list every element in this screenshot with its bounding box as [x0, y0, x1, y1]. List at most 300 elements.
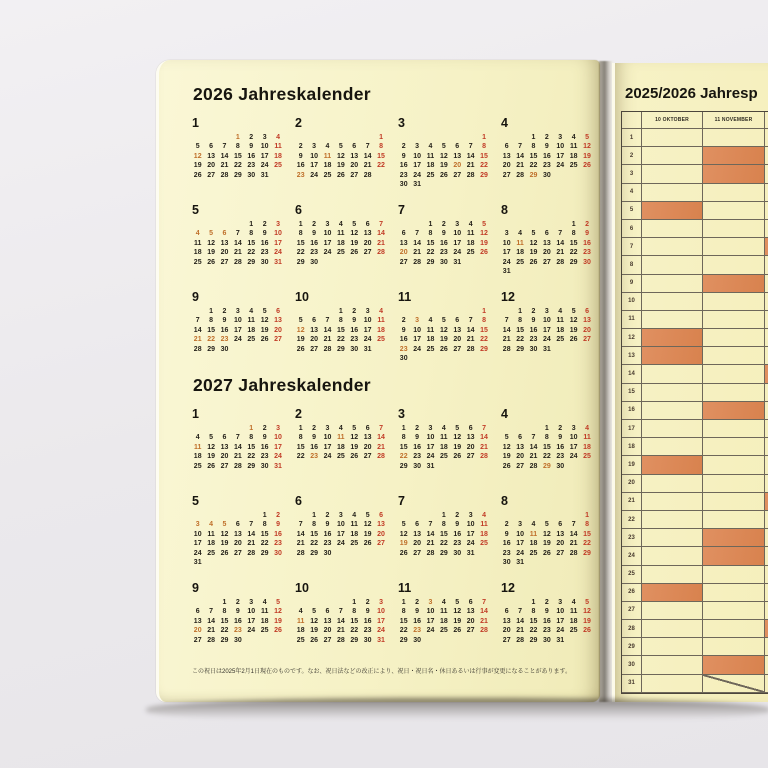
day-cell: 4	[531, 521, 536, 529]
day-cell: 18	[439, 617, 448, 625]
day-cell: 27	[502, 171, 511, 179]
day-cell: 6	[401, 230, 406, 238]
day-cell: 8	[531, 143, 536, 151]
day-cell: 21	[569, 540, 578, 548]
day-cell: 19	[274, 617, 282, 625]
day-cell: 19	[207, 249, 215, 257]
day-cell: 21	[323, 336, 332, 344]
planner-day-cell-crossed	[703, 675, 765, 693]
day-cell: 4	[209, 521, 214, 529]
day-cell: 28	[569, 549, 578, 557]
month-number: 11	[398, 581, 412, 595]
day-cell: 1	[352, 599, 357, 606]
day-cell: 20	[466, 617, 475, 625]
day-cell: 18	[516, 249, 524, 257]
day-cell: 17	[516, 540, 524, 548]
day-cell: 6	[415, 521, 420, 529]
day-cell: 13	[502, 617, 511, 625]
page-gutter	[599, 61, 613, 702]
day-cell: 21	[233, 249, 242, 257]
day-cell: 4	[325, 143, 330, 151]
day-cell: 2	[455, 512, 460, 519]
day-cell: 10	[260, 143, 269, 151]
day-cell: 25	[439, 627, 448, 635]
day-cell: 25	[439, 453, 448, 461]
day-cell: 22	[220, 627, 229, 635]
day-cell: 24	[516, 549, 524, 557]
day-cell: 19	[296, 336, 305, 344]
day-cell: 2	[531, 308, 536, 315]
day-cell: 22	[377, 162, 385, 170]
day-cell: 23	[542, 162, 551, 170]
day-cell: 13	[583, 317, 591, 325]
day-cell: 6	[312, 317, 317, 325]
day-cell: 29	[399, 636, 408, 644]
day-cell: 22	[247, 249, 256, 257]
day-cell-blank	[231, 511, 244, 520]
day-cell: 30	[323, 549, 332, 557]
day-cell: 23	[413, 627, 421, 635]
day-cell: 2	[504, 521, 509, 529]
day-cell: 3	[276, 425, 280, 432]
day-cell: 16	[556, 443, 565, 451]
day-cell: 28	[207, 636, 215, 644]
month-block	[294, 582, 390, 657]
day-cell: 12	[220, 530, 229, 538]
day-cell: 23	[310, 249, 318, 257]
month-number: 3	[398, 116, 405, 130]
day-cell: 28	[363, 171, 372, 179]
day-cell-blank	[451, 133, 464, 142]
day-cell: 27	[583, 336, 591, 344]
month-number: 1	[192, 407, 199, 421]
day-cell-blank	[410, 220, 423, 229]
day-cell: 20	[502, 162, 511, 170]
day-cell: 30	[413, 636, 421, 644]
day-cell: 25	[480, 540, 488, 548]
month-block	[294, 495, 390, 570]
planner-day-cell	[642, 675, 703, 693]
day-cell: 11	[426, 152, 435, 160]
day-cell: 12	[350, 434, 359, 442]
month-days	[397, 511, 493, 558]
day-cell: 13	[453, 326, 462, 334]
day-cell: 15	[233, 152, 242, 160]
day-cell: 3	[365, 308, 370, 315]
day-cell: 31	[260, 171, 269, 179]
day-cell: 15	[480, 152, 488, 160]
day-cell: 13	[466, 434, 475, 442]
day-cell: 9	[415, 608, 420, 616]
day-cell: 25	[426, 171, 435, 179]
row-number: 31	[622, 675, 642, 693]
day-cell: 14	[296, 530, 305, 538]
day-cell: 15	[439, 530, 448, 538]
day-cell: 24	[377, 627, 385, 635]
day-cell: 31	[502, 267, 511, 275]
day-cell: 4	[352, 512, 357, 519]
day-cell: 27	[399, 258, 408, 266]
day-cell: 11	[569, 143, 578, 151]
day-cell: 15	[569, 239, 578, 247]
day-cell: 19	[207, 453, 215, 461]
day-cell: 23	[274, 540, 282, 548]
day-cell-blank	[513, 424, 526, 433]
month-days	[500, 307, 596, 354]
day-cell: 24	[569, 453, 578, 461]
day-cell: 17	[556, 152, 565, 160]
day-cell: 10	[413, 326, 421, 334]
day-cell: 16	[323, 530, 332, 538]
day-cell: 2	[325, 512, 330, 519]
day-cell: 30	[363, 636, 372, 644]
month-number: 8	[501, 203, 508, 217]
day-cell: 15	[542, 443, 551, 451]
day-cell: 11	[337, 230, 345, 238]
day-cell: 16	[233, 617, 242, 625]
day-cell: 31	[274, 258, 282, 266]
day-cell: 28	[466, 171, 475, 179]
day-cell: 27	[377, 540, 385, 548]
row-number: 6	[622, 220, 642, 238]
day-cell: 21	[247, 540, 256, 548]
day-cell: 20	[516, 453, 524, 461]
day-cell: 7	[379, 221, 383, 228]
month-number: 5	[192, 494, 199, 508]
day-cell-blank	[307, 307, 320, 316]
month-days	[191, 511, 287, 567]
day-cell: 29	[480, 171, 488, 179]
day-cell: 27	[556, 549, 565, 557]
day-cell: 11	[207, 530, 215, 538]
day-cell: 18	[583, 443, 591, 451]
day-cell: 30	[260, 462, 269, 470]
day-cell: 17	[260, 152, 269, 160]
day-cell: 15	[220, 617, 229, 625]
day-cell: 12	[207, 443, 215, 451]
day-cell: 7	[235, 230, 240, 238]
day-cell: 20	[413, 540, 421, 548]
day-cell: 17	[426, 617, 435, 625]
day-cell: 17	[323, 443, 332, 451]
day-cell: 23	[439, 249, 448, 257]
day-cell: 29	[529, 636, 538, 644]
month-block	[294, 408, 390, 483]
planner-day-cell	[642, 493, 703, 511]
day-cell-blank	[294, 133, 307, 142]
day-cell: 28	[556, 258, 565, 266]
day-cell: 31	[466, 549, 475, 557]
month-days	[500, 133, 596, 180]
day-cell: 6	[352, 143, 357, 151]
day-cell: 9	[235, 608, 240, 616]
day-cell: 6	[504, 608, 509, 616]
day-cell: 16	[529, 326, 538, 334]
day-cell: 1	[441, 512, 446, 519]
day-cell: 15	[516, 326, 524, 334]
day-cell: 14	[516, 617, 524, 625]
day-cell: 5	[571, 308, 576, 315]
day-cell: 17	[502, 249, 511, 257]
planner-day-cell	[703, 475, 765, 493]
planner-day-cell	[642, 475, 703, 493]
planner-day-cell	[642, 238, 703, 256]
day-cell: 8	[352, 608, 357, 616]
row-number: 26	[622, 584, 642, 602]
day-cell: 30	[556, 462, 565, 470]
day-cell: 10	[363, 317, 372, 325]
day-cell-blank	[554, 511, 567, 520]
day-cell: 5	[352, 425, 357, 432]
day-cell: 13	[413, 530, 421, 538]
day-cell: 13	[233, 530, 242, 538]
month-days	[294, 598, 390, 645]
day-cell: 3	[325, 425, 330, 432]
day-cell: 27	[220, 258, 229, 266]
day-cell: 27	[413, 549, 421, 557]
day-cell: 11	[296, 617, 305, 625]
day-cell: 25	[336, 249, 345, 257]
planner-day-cell	[642, 602, 703, 620]
day-cell: 20	[310, 336, 318, 344]
day-cell-blank	[307, 133, 320, 142]
day-cell: 5	[352, 221, 357, 228]
day-cell: 11	[193, 239, 202, 247]
day-cell-blank	[348, 133, 361, 142]
day-cell: 1	[222, 599, 227, 606]
day-cell: 26	[363, 540, 372, 548]
day-cell: 7	[482, 425, 486, 432]
day-cell: 22	[426, 249, 435, 257]
day-cell-blank	[540, 220, 553, 229]
day-cell: 24	[453, 249, 462, 257]
day-cell: 24	[363, 336, 372, 344]
day-cell: 26	[350, 249, 359, 257]
planner-day-cell	[703, 384, 765, 402]
day-cell: 27	[453, 171, 462, 179]
day-cell: 16	[413, 443, 421, 451]
day-cell: 3	[558, 599, 563, 606]
day-cell: 15	[310, 530, 318, 538]
day-cell: 15	[529, 617, 538, 625]
day-cell: 1	[428, 221, 433, 228]
day-cell: 4	[195, 230, 200, 238]
day-cell: 7	[518, 608, 523, 616]
day-cell: 14	[466, 152, 475, 160]
day-cell: 28	[480, 453, 488, 461]
day-cell: 19	[542, 540, 551, 548]
day-cell: 16	[439, 239, 448, 247]
day-cell: 10	[453, 230, 462, 238]
day-cell: 13	[274, 317, 282, 325]
day-cell: 7	[379, 425, 383, 432]
day-cell: 9	[325, 521, 330, 529]
day-cell: 21	[220, 162, 229, 170]
day-cell: 19	[193, 162, 202, 170]
day-cell: 6	[365, 221, 370, 228]
day-cell: 29	[480, 345, 488, 353]
month-days	[191, 424, 287, 471]
day-cell: 5	[482, 221, 486, 228]
day-cell: 18	[426, 162, 435, 170]
day-cell: 14	[480, 608, 488, 616]
day-cell: 16	[247, 152, 256, 160]
day-cell: 26	[193, 171, 202, 179]
day-cell: 11	[260, 608, 269, 616]
day-cell: 18	[274, 152, 282, 160]
day-cell: 13	[516, 443, 524, 451]
day-cell: 31	[377, 636, 385, 644]
day-cell: 14	[377, 230, 385, 238]
row-number: 1	[622, 129, 642, 147]
day-cell: 29	[247, 462, 256, 470]
planner-title: 2025/2026 Jahresp	[625, 85, 758, 102]
planner-day-cell	[642, 147, 703, 165]
day-cell: 2	[441, 221, 446, 228]
month-column-header: 11 NOVEMBER	[703, 112, 765, 129]
planner-day-cell	[642, 402, 703, 420]
day-cell: 1	[298, 425, 303, 432]
day-cell: 19	[399, 540, 408, 548]
day-cell: 8	[338, 317, 343, 325]
day-cell: 9	[312, 230, 317, 238]
day-cell: 14	[247, 530, 256, 538]
day-cell: 24	[193, 549, 202, 557]
day-cell: 28	[502, 345, 511, 353]
day-cell: 24	[336, 540, 345, 548]
day-cell: 7	[482, 599, 486, 606]
day-cell: 13	[453, 152, 462, 160]
planner-day-cell	[703, 493, 765, 511]
day-cell: 17	[310, 162, 318, 170]
day-cell: 13	[466, 608, 475, 616]
day-cell: 3	[518, 521, 523, 529]
day-cell: 9	[298, 152, 303, 160]
day-cell: 29	[207, 345, 215, 353]
day-cell: 5	[531, 230, 536, 238]
day-cell: 9	[544, 143, 549, 151]
planner-day-cell	[642, 438, 703, 456]
planner-day-cell	[642, 184, 703, 202]
day-cell: 5	[222, 521, 227, 529]
day-cell: 22	[583, 540, 591, 548]
month-column-header: 10 OKTOBER	[642, 112, 703, 129]
day-cell: 28	[377, 453, 385, 461]
day-cell: 15	[583, 530, 591, 538]
day-cell: 3	[195, 521, 200, 529]
day-cell: 30	[542, 636, 551, 644]
day-cell: 1	[518, 308, 523, 315]
day-cell-blank	[500, 307, 513, 316]
day-cell: 24	[260, 162, 269, 170]
planner-day-cell-highlighted	[642, 347, 703, 365]
day-cell-blank	[451, 307, 464, 316]
day-cell-blank	[191, 598, 204, 607]
month-block	[294, 117, 390, 192]
day-cell: 21	[413, 249, 421, 257]
day-cell: 23	[556, 453, 565, 461]
day-cell: 1	[401, 425, 406, 432]
day-cell-blank	[204, 133, 217, 142]
day-cell: 12	[350, 230, 359, 238]
planner-day-cell-highlighted	[703, 147, 765, 165]
day-cell: 29	[233, 171, 242, 179]
day-cell: 18	[336, 239, 345, 247]
day-cell: 13	[323, 617, 332, 625]
month-number: 4	[501, 116, 508, 130]
day-cell: 8	[571, 230, 576, 238]
day-cell-blank	[294, 511, 307, 520]
day-cell-blank	[500, 598, 513, 607]
day-cell: 13	[502, 152, 511, 160]
day-cell: 10	[516, 530, 524, 538]
planner-day-cell	[703, 456, 765, 474]
day-cell: 9	[455, 521, 460, 529]
month-block	[294, 204, 390, 279]
day-cell: 28	[426, 549, 435, 557]
day-cell: 19	[453, 443, 462, 451]
day-cell-blank	[464, 307, 477, 316]
month-block	[397, 495, 493, 570]
month-number: 10	[295, 290, 309, 304]
day-cell: 27	[542, 258, 551, 266]
day-cell: 3	[504, 230, 509, 238]
day-cell: 1	[338, 308, 343, 315]
day-cell: 7	[571, 521, 576, 529]
day-cell: 12	[453, 608, 462, 616]
day-cell: 26	[480, 249, 488, 257]
day-cell: 21	[480, 443, 488, 451]
day-cell: 2	[249, 134, 254, 141]
month-block	[191, 495, 287, 570]
day-cell: 9	[262, 434, 267, 442]
day-cell-blank	[191, 511, 204, 520]
day-cell: 4	[249, 308, 254, 315]
year-title-2026: 2026 Jahreskalender	[193, 84, 371, 104]
day-cell: 10	[233, 317, 242, 325]
day-cell: 16	[542, 152, 551, 160]
row-number: 14	[622, 365, 642, 383]
page-shadow	[146, 698, 768, 722]
day-cell: 8	[518, 317, 523, 325]
day-cell: 10	[413, 152, 421, 160]
day-cell-blank	[424, 307, 437, 316]
day-cell: 10	[502, 239, 511, 247]
day-cell: 4	[558, 308, 563, 315]
day-cell-blank	[204, 424, 217, 433]
planner-day-cell	[703, 293, 765, 311]
day-cell-blank	[321, 307, 334, 316]
day-cell: 26	[399, 549, 408, 557]
month-days	[397, 598, 493, 645]
day-cell: 6	[195, 608, 200, 616]
planner-day-cell	[703, 184, 765, 202]
day-cell: 1	[249, 221, 254, 228]
day-cell: 10	[323, 434, 332, 442]
day-cell: 9	[504, 530, 509, 538]
day-cell: 22	[439, 540, 448, 548]
month-days	[397, 220, 493, 267]
day-cell: 23	[363, 627, 372, 635]
day-cell: 16	[310, 239, 318, 247]
day-cell: 28	[336, 636, 345, 644]
day-cell: 8	[401, 434, 406, 442]
day-cell: 25	[247, 336, 256, 344]
day-cell: 29	[516, 345, 524, 353]
day-cell: 12	[399, 530, 408, 538]
month-days	[294, 133, 390, 180]
day-cell: 8	[482, 143, 486, 151]
